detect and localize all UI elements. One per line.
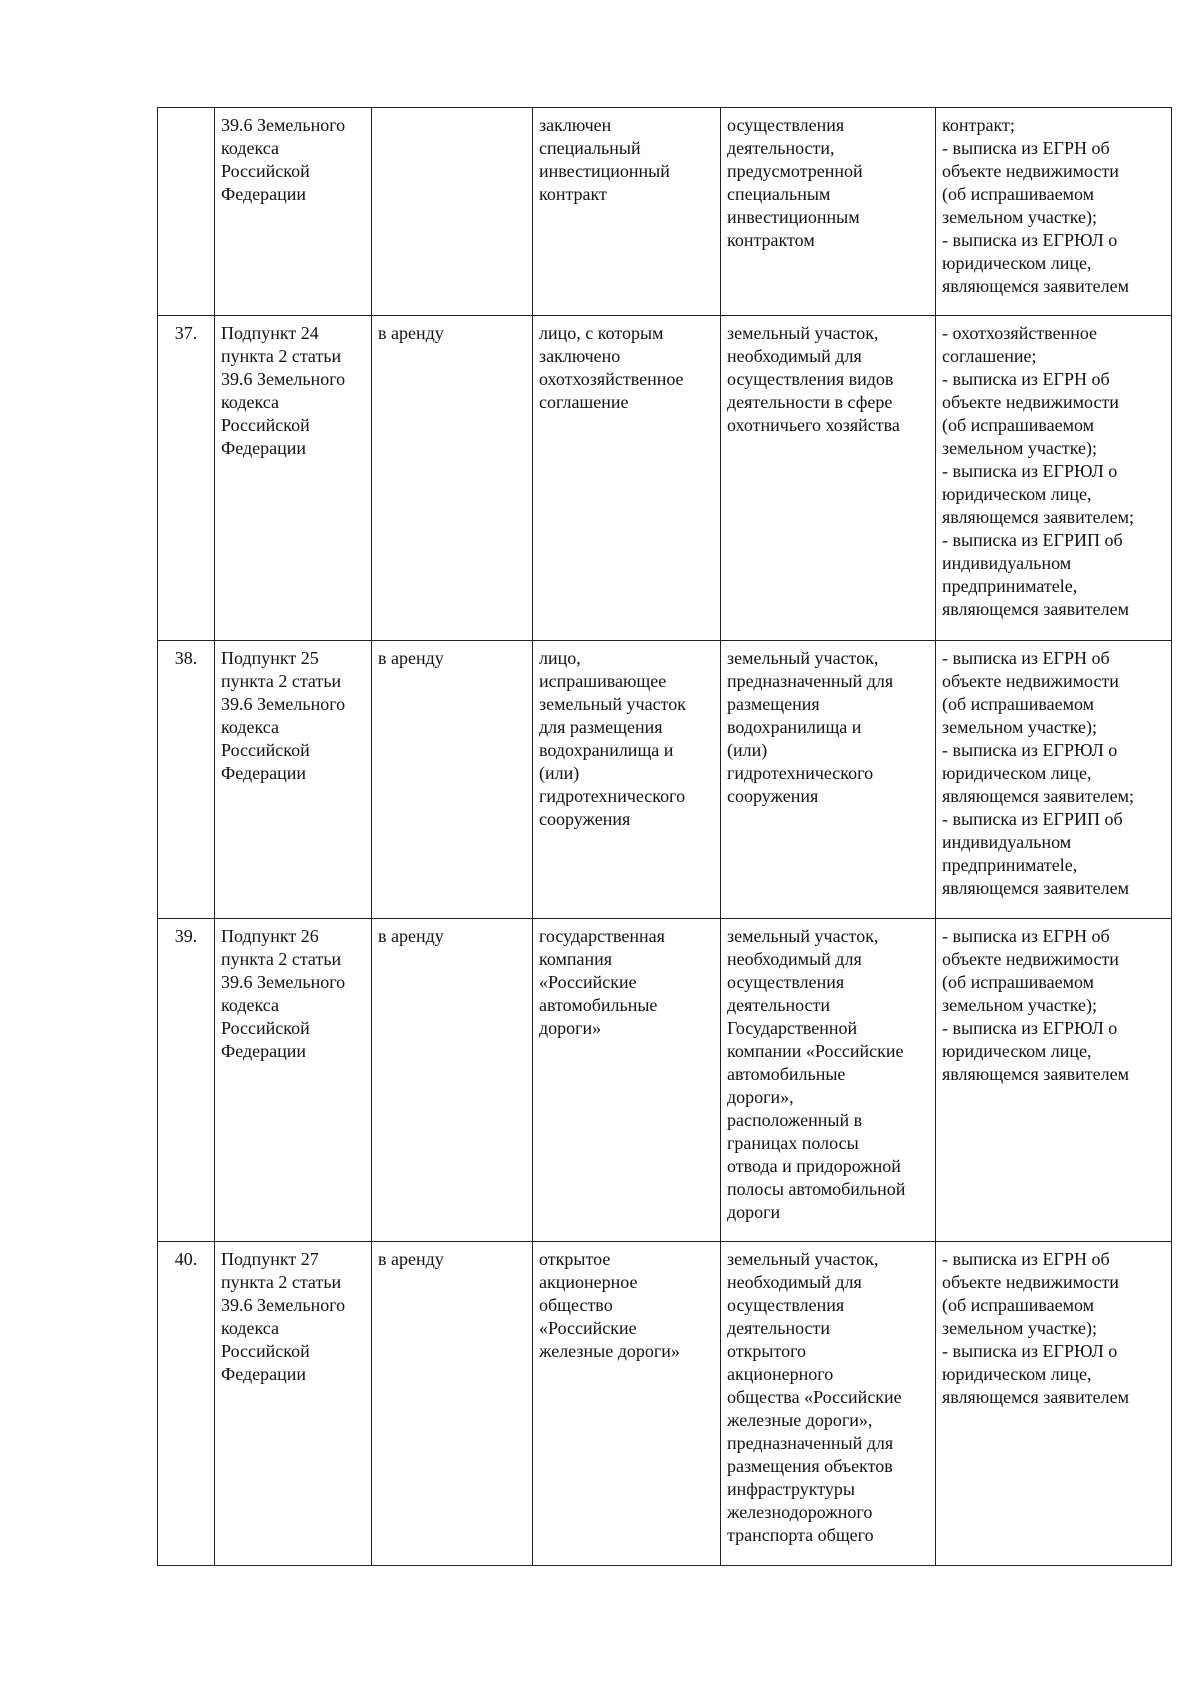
required-documents: - выписка из ЕГРН об объекте недвижимости (об испрашиваемом земельном участке); - выписка из ЕГРЮЛ о юридическом лице, являющемся заявителем (936, 919, 1172, 1242)
row-number (158, 108, 215, 316)
applicant: открытое акционерное общество «Российские железные дороги» (533, 1242, 721, 1566)
right-type (372, 108, 533, 316)
row-number: 40. (158, 1242, 215, 1566)
right-type: в аренду (372, 919, 533, 1242)
right-type: в аренду (372, 1242, 533, 1566)
legal-basis: Подпункт 27 пункта 2 статьи 39.6 Земельного кодекса Российской Федерации (215, 1242, 372, 1566)
land-plot: земельный участок, предназначенный для размещения водохранилища и (или) гидротехнического сооружения (721, 641, 936, 919)
right-type: в аренду (372, 641, 533, 919)
land-plot: земельный участок, необходимый для осуществления видов деятельности в сфере охотничьего хозяйства (721, 316, 936, 641)
table-row (158, 316, 1172, 641)
required-documents: контракт; - выписка из ЕГРН об объекте недвижимости (об испрашиваемом земельном участке); - выписка из ЕГРЮЛ о юридическом лице, являющемся заявителем (936, 108, 1172, 316)
table-row (158, 1242, 1172, 1566)
legal-basis: Подпункт 26 пункта 2 статьи 39.6 Земельного кодекса Российской Федерации (215, 919, 372, 1242)
row-number: 39. (158, 919, 215, 1242)
land-plot: осуществления деятельности, предусмотренной специальным инвестиционным контрактом (721, 108, 936, 316)
required-documents: - выписка из ЕГРН об объекте недвижимости (об испрашиваемом земельном участке); - выписка из ЕГРЮЛ о юридическом лице, являющемся заявителем (936, 1242, 1172, 1566)
applicant: лицо, с которым заключено охотхозяйственное соглашение (533, 316, 721, 641)
applicant: лицо, испрашивающее земельный участок для размещения водохранилища и (или) гидротехнического сооружения (533, 641, 721, 919)
row-number: 37. (158, 316, 215, 641)
applicant: государственная компания «Российские автомобильные дороги» (533, 919, 721, 1242)
table-row (158, 108, 1172, 316)
table-row (158, 641, 1172, 919)
land-plot: земельный участок, необходимый для осуществления деятельности Государственной компании «Российские автомобильные дороги», расположенный в границах полосы отвода и придорожной полосы автомобильной дороги (721, 919, 936, 1242)
legal-basis: Подпункт 25 пункта 2 статьи 39.6 Земельного кодекса Российской Федерации (215, 641, 372, 919)
legal-basis: 39.6 Земельного кодекса Российской Федерации (215, 108, 372, 316)
row-number: 38. (158, 641, 215, 919)
applicant: заключен специальный инвестиционный контракт (533, 108, 721, 316)
land-provision-table (157, 107, 1172, 1566)
land-plot: земельный участок, необходимый для осуществления деятельности открытого акционерного общества «Российские железные дороги», предназначенный для размещения объектов инфраструктуры железнодорожного транспорта общего (721, 1242, 936, 1566)
required-documents: - охотхозяйственное соглашение; - выписка из ЕГРН об объекте недвижимости (об испрашиваемом земельном участке); - выписка из ЕГРЮЛ о юридическом лице, являющемся заявителем; - выписка из ЕГРИП об индивидуальном предприниматele, являющемся заявителем (936, 316, 1172, 641)
required-documents: - выписка из ЕГРН об объекте недвижимости (об испрашиваемом земельном участке); - выписка из ЕГРЮЛ о юридическом лице, являющемся заявителем; - выписка из ЕГРИП об индивидуальном предприниматele, являющемся заявителем (936, 641, 1172, 919)
legal-basis: Подпункт 24 пункта 2 статьи 39.6 Земельного кодекса Российской Федерации (215, 316, 372, 641)
table-row (158, 919, 1172, 1242)
right-type: в аренду (372, 316, 533, 641)
